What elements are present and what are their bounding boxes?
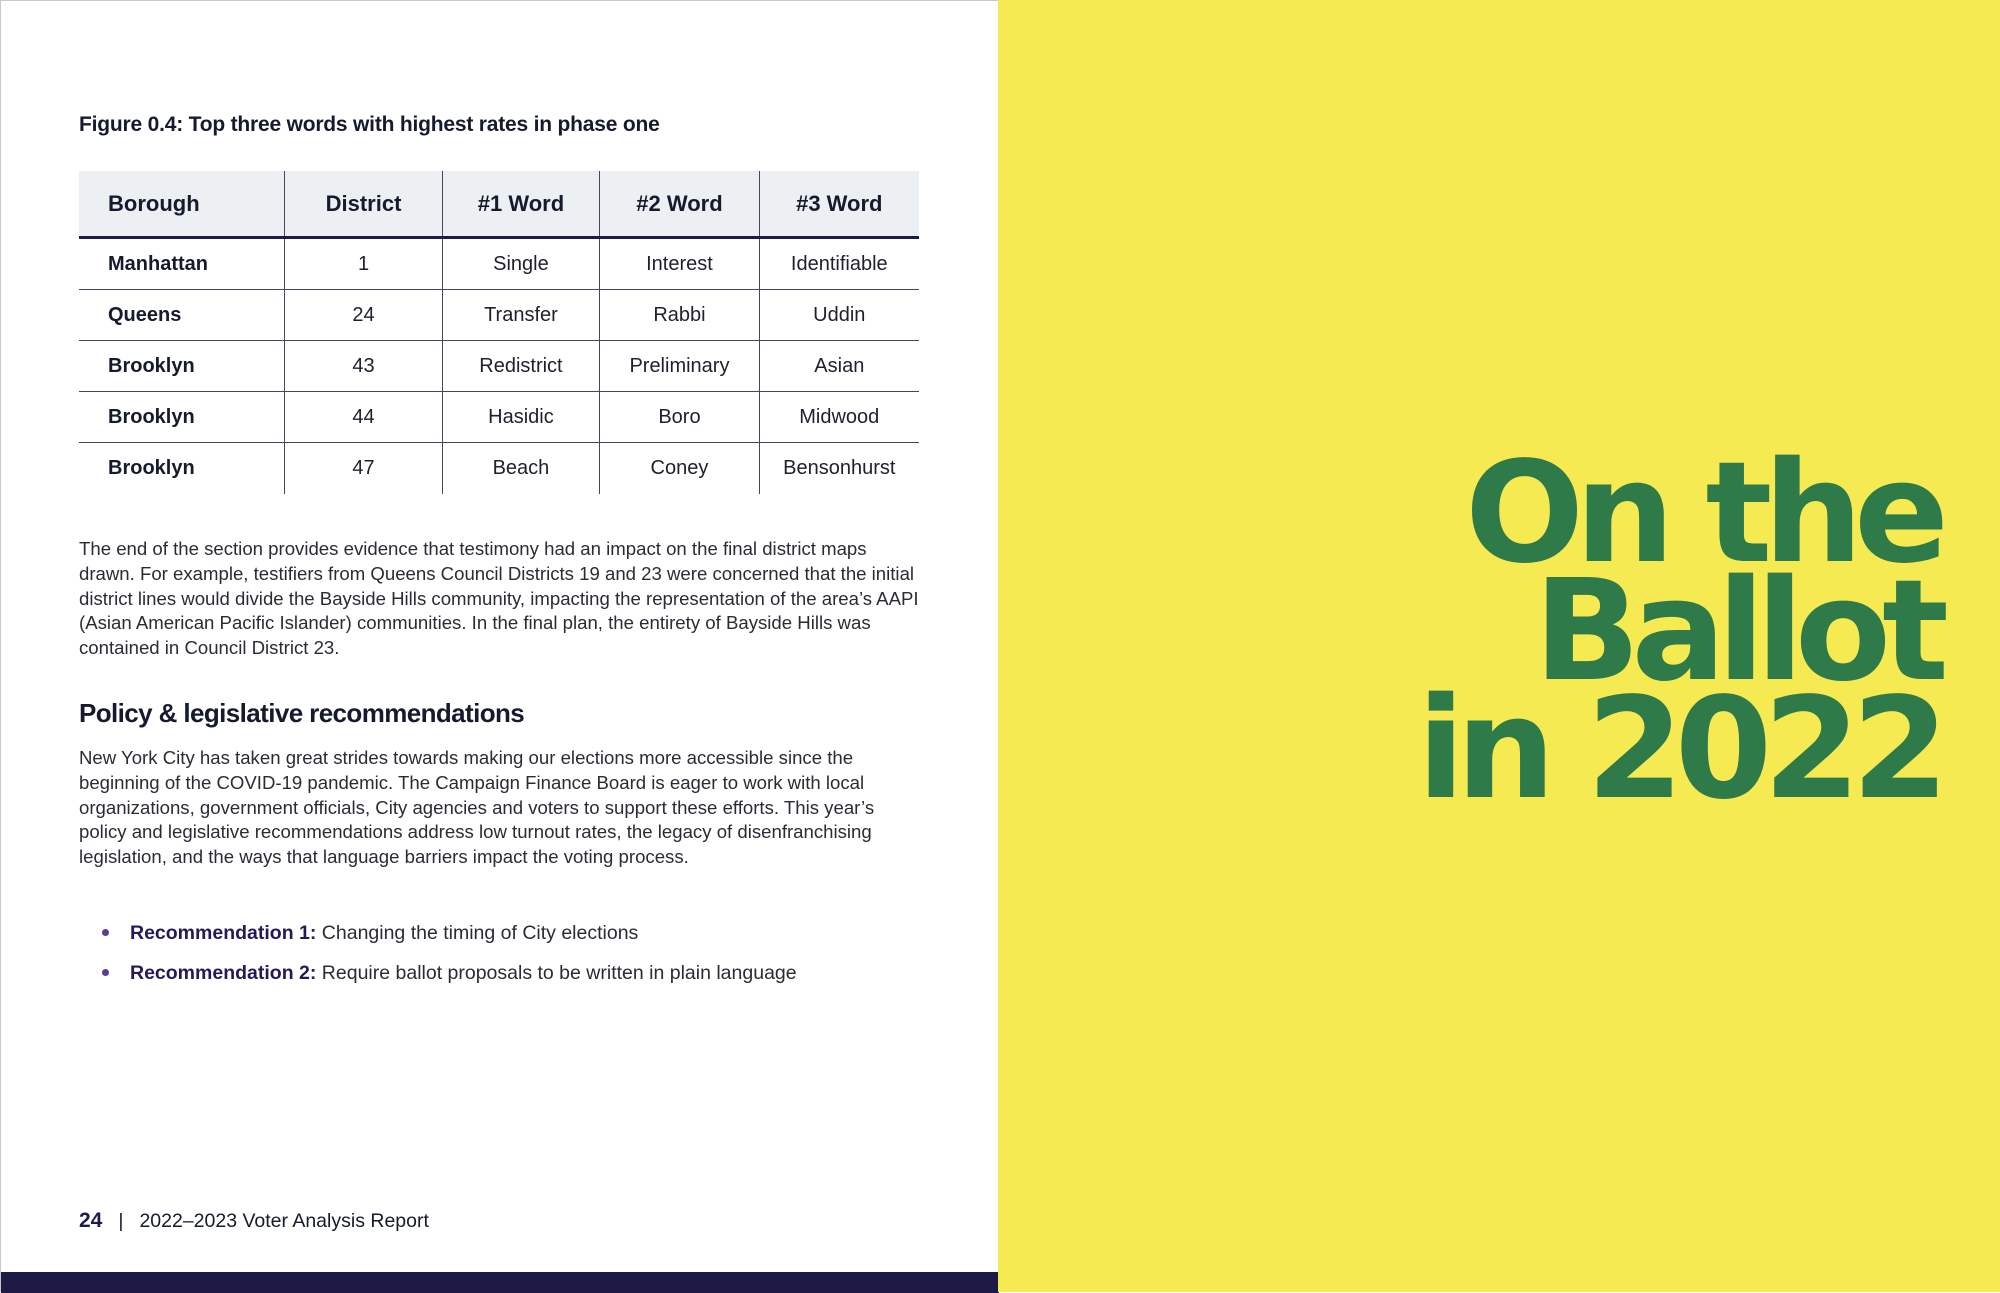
right-page [998,0,2000,1292]
header-district: District [285,171,442,238]
cell-district: 47 [285,443,442,495]
recommendation-label: Recommendation 1: [130,922,317,944]
cell-word-3: Bensonhurst [783,457,896,479]
list-item [79,961,797,1001]
cell-borough: Manhattan [79,238,285,290]
cell-word-1: Single [442,238,600,290]
section-heading: Policy & legislative recommendations [79,698,525,728]
header-word-1: #1 Word [442,171,600,238]
recommendation-text: Changing the timing of City elections [316,922,639,944]
header-borough: Borough [79,171,285,238]
cell-district: 24 [285,290,442,341]
cell-word-3: Asian [759,341,919,392]
header-word-3: #3 Word [759,171,919,238]
cell-borough: Queens [79,290,285,341]
cell-borough: Brooklyn [79,443,285,495]
evidence-paragraph: The end of the section provides evidence that testimony had an impact on the final district maps drawn. For example, testifiers from Queens Council Districts 19 and 23 were concerned that the initial district lines would divide the Bayside Hills community, impacting the representation of the area’s AAPI (Asian American Pacific Islander) communities. In the final plan, the entirety of Bayside Hills was contained in Council District 23. [79,538,919,659]
cell-word-1: Hasidic [442,392,600,443]
figure-title: Figure 0.4: Top three words with highest rates in phase one [79,113,660,136]
cover-title-line-2: Ballot [1533,550,1940,713]
report-title: 2022–2023 Voter Analysis Report [139,1210,429,1232]
left-page [0,0,998,1292]
cell-word-2: Preliminary [600,341,759,392]
cell-word-2: Boro [600,392,759,443]
cell-borough: Brooklyn [79,341,285,392]
cell-word-3: Uddin [759,290,919,341]
cell-district: 1 [285,238,442,290]
footer-separator: | [118,1210,124,1232]
recommendations-list [79,921,797,1001]
cell-word-2: Coney [600,443,759,495]
table-row [79,443,919,495]
cell-word-1: Redistrict [442,341,600,392]
cell-district: 43 [285,341,442,392]
table-row [79,392,919,443]
page-footer [79,1209,429,1233]
cell-word-2: Rabbi [600,290,759,341]
cell-word-3: Identifiable [759,238,919,290]
bullet-icon [102,929,109,936]
page-number: 24 [79,1209,103,1232]
cell-borough: Brooklyn [79,392,285,443]
cell-word-3: Midwood [759,392,919,443]
cell-district: 44 [285,392,442,443]
list-item [79,921,797,961]
cell-word-2: Interest [600,238,759,290]
word-rates-table [79,171,919,494]
recommendation-text: Require ballot proposals to be written in plain language [316,962,797,984]
table-row [79,341,919,392]
recommendation-label: Recommendation 2: [130,962,317,984]
bullet-icon [102,969,109,976]
recommendations-intro-paragraph: New York City has taken great strides towards making our elections more accessible since the beginning of the COVID-19 pandemic. The Campaign Finance Board is eager to work with local organizations, government officials, City agencies and voters to support these efforts. This year’s policy and legislative recommendations address low turnout rates, the legacy of disenfranchising legislation, and the ways that language barriers impact the voting process. [79,747,875,868]
cell-word-1: Transfer [442,290,600,341]
table-row [79,290,919,341]
bottom-accent-bar [1,1272,999,1293]
cell-word-1: Beach [442,443,600,495]
cover-title-line-1: On the [1465,432,1940,595]
header-word-2: #2 Word [600,171,759,238]
table-row [79,238,919,290]
table-header-row [79,171,919,238]
section-cover-title [1416,432,1940,831]
cover-title-line-3: in 2022 [1416,668,1940,831]
